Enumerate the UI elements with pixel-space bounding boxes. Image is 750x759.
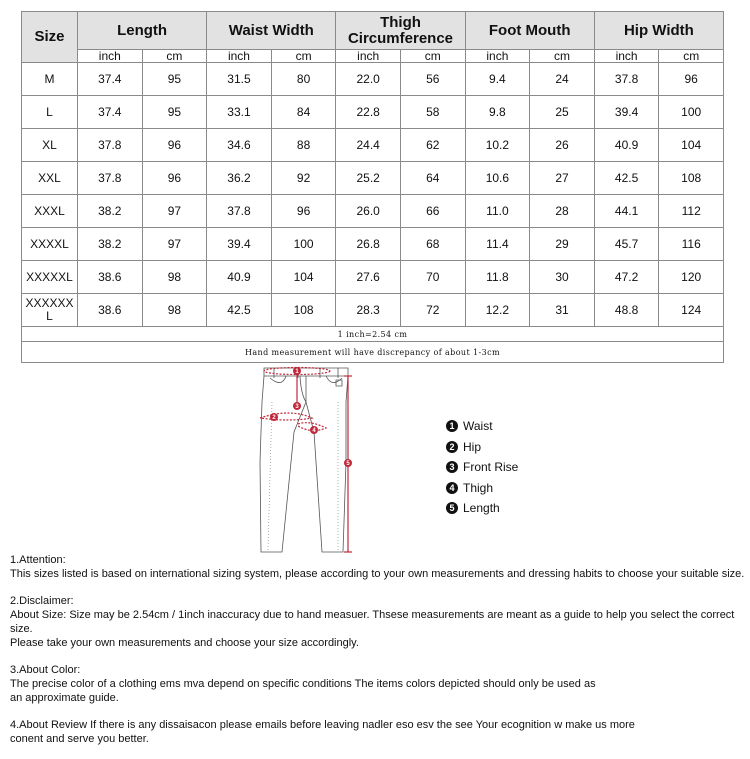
thigh-inch-cell: 24.4: [336, 129, 401, 162]
foot-mouth-cm-cell: 30: [530, 261, 595, 294]
foot-mouth-cm-cell: 29: [530, 228, 595, 261]
waist-inch-cell: 39.4: [207, 228, 272, 261]
note-line: Please take your own measurements and choose your size accordingly.: [10, 637, 359, 649]
length-inch-cell: 37.4: [78, 63, 143, 96]
waist-inch-cell: 42.5: [207, 294, 272, 327]
thigh-inch-cell: 26.8: [336, 228, 401, 261]
foot-mouth-inch-cell: 12.2: [465, 294, 530, 327]
legend-label: Waist: [463, 419, 493, 434]
foot-mouth-inch-cell: 10.6: [465, 162, 530, 195]
waist-cm-cell: 104: [271, 261, 336, 294]
foot-mouth-cm-cell: 24: [530, 63, 595, 96]
note-line: conent and serve you better.: [10, 733, 149, 745]
hip-inch-cell: 39.4: [594, 96, 659, 129]
length-inch-cell: 38.2: [78, 195, 143, 228]
legend-item-front-rise: [446, 457, 518, 478]
unit-inch: inch: [465, 50, 530, 63]
legend-label: Thigh: [463, 480, 494, 495]
marker-3-label: 3: [295, 404, 299, 410]
foot-mouth-cm-cell: 26: [530, 129, 595, 162]
legend-item-length: [446, 498, 518, 519]
hip-inch-cell: 44.1: [594, 195, 659, 228]
note-attention: [10, 553, 745, 581]
table-row: [22, 294, 724, 327]
foot-mouth-inch-cell: 10.2: [465, 129, 530, 162]
waist-cm-cell: 100: [271, 228, 336, 261]
thigh-inch-cell: 25.2: [336, 162, 401, 195]
size-cell: XXXXL: [22, 228, 78, 261]
note-line: 4.About Review If there is any dissaisacon please emails before leaving nadler eso esv the see Your ecognition w make us more: [10, 719, 635, 731]
length-inch-cell: 37.4: [78, 96, 143, 129]
foot-mouth-cm-cell: 28: [530, 195, 595, 228]
foot-mouth-cm-cell: 25: [530, 96, 595, 129]
note-line: This sizes listed is based on international sizing system, please according to your own measurements and dressing habits to choose your suitable size.: [10, 568, 745, 580]
unit-inch: inch: [594, 50, 659, 63]
marker-4-label: 4: [312, 428, 316, 434]
unit-cm: cm: [659, 50, 724, 63]
legend-item-thigh: [446, 478, 518, 499]
thigh-cm-cell: 68: [400, 228, 465, 261]
note-line: About Size: Size may be 2.54cm / 1inch inaccuracy due to hand measuer. Thsese measurements are meant as a guide to help you select the correct size.: [10, 609, 735, 635]
size-line1: XXXXXX: [25, 296, 74, 310]
size-chart-table: [21, 11, 724, 363]
legend-number: 5: [446, 502, 458, 514]
size-cell: XXXL: [22, 195, 78, 228]
thigh-header-line2: Circumference: [347, 29, 454, 47]
waist-width-column-header: Waist Width: [207, 12, 336, 50]
waist-cm-cell: 80: [271, 63, 336, 96]
notes-section: [10, 553, 745, 759]
legend-item-waist: [446, 416, 518, 437]
thigh-cm-cell: 66: [400, 195, 465, 228]
note-line: The precise color of a clothing ems mva depend on specific conditions The items colors depicted should only be used as: [10, 678, 596, 690]
waist-cm-cell: 88: [271, 129, 336, 162]
hip-width-column-header: Hip Width: [594, 12, 723, 50]
legend-label: Front Rise: [463, 460, 519, 475]
length-cm-cell: 95: [142, 96, 207, 129]
foot-mouth-inch-cell: 11.4: [465, 228, 530, 261]
size-line2: L: [46, 309, 53, 323]
waist-inch-cell: 37.8: [207, 195, 272, 228]
size-cell: [22, 294, 78, 327]
waist-inch-cell: 33.1: [207, 96, 272, 129]
thigh-cm-cell: 58: [400, 96, 465, 129]
hip-cm-cell: 124: [659, 294, 724, 327]
length-cm-cell: 96: [142, 129, 207, 162]
discrepancy-row: [22, 342, 724, 363]
legend-number: 3: [446, 461, 458, 473]
length-column-header: Length: [78, 12, 207, 50]
measurement-legend: [446, 416, 518, 519]
unit-cm: cm: [530, 50, 595, 63]
legend-label: Hip: [463, 439, 482, 454]
thigh-column-header: [336, 12, 465, 50]
legend-number: 2: [446, 441, 458, 453]
length-cm-cell: 96: [142, 162, 207, 195]
length-cm-cell: 98: [142, 294, 207, 327]
hip-cm-cell: 100: [659, 96, 724, 129]
unit-cm: cm: [142, 50, 207, 63]
jeans-outline-icon: [250, 362, 370, 557]
waist-cm-cell: 96: [271, 195, 336, 228]
size-cell: XXL: [22, 162, 78, 195]
conversion-row: [22, 327, 724, 342]
note-title: 2.Disclaimer:: [10, 595, 74, 607]
thigh-header-line1: Thigh: [380, 13, 421, 31]
length-cm-cell: 98: [142, 261, 207, 294]
table-row: [22, 63, 724, 96]
thigh-inch-cell: 26.0: [336, 195, 401, 228]
size-cell: L: [22, 96, 78, 129]
waist-cm-cell: 108: [271, 294, 336, 327]
thigh-cm-cell: 64: [400, 162, 465, 195]
header-row: [22, 12, 724, 50]
unit-inch: inch: [336, 50, 401, 63]
foot-mouth-cm-cell: 27: [530, 162, 595, 195]
size-cell: M: [22, 63, 78, 96]
table-row: [22, 195, 724, 228]
hip-inch-cell: 48.8: [594, 294, 659, 327]
hip-inch-cell: 40.9: [594, 129, 659, 162]
hip-cm-cell: 108: [659, 162, 724, 195]
length-inch-cell: 38.6: [78, 261, 143, 294]
table-row: [22, 261, 724, 294]
thigh-inch-cell: 22.8: [336, 96, 401, 129]
thigh-inch-cell: 27.6: [336, 261, 401, 294]
length-inch-cell: 37.8: [78, 129, 143, 162]
table-row: [22, 96, 724, 129]
hip-inch-cell: 45.7: [594, 228, 659, 261]
size-column-header: Size: [22, 12, 78, 63]
note-color: [10, 663, 745, 705]
hip-cm-cell: 120: [659, 261, 724, 294]
foot-mouth-inch-cell: 9.8: [465, 96, 530, 129]
note-disclaimer: [10, 594, 745, 650]
note-title: 1.Attention:: [10, 554, 66, 566]
legend-number: 1: [446, 420, 458, 432]
thigh-cm-cell: 70: [400, 261, 465, 294]
conversion-note: 1 inch=2.54 cm: [22, 327, 724, 342]
hip-cm-cell: 112: [659, 195, 724, 228]
hip-cm-cell: 96: [659, 63, 724, 96]
waist-cm-cell: 92: [271, 162, 336, 195]
discrepancy-note: Hand measurement will have discrepancy of about 1-3cm: [22, 342, 724, 363]
thigh-cm-cell: 62: [400, 129, 465, 162]
legend-number: 4: [446, 482, 458, 494]
unit-inch: inch: [207, 50, 272, 63]
marker-5-label: 5: [346, 461, 350, 467]
marker-1-label: 1: [295, 369, 299, 375]
length-cm-cell: 97: [142, 228, 207, 261]
note-line: an approximate guide.: [10, 692, 119, 704]
hip-cm-cell: 104: [659, 129, 724, 162]
size-cell: XL: [22, 129, 78, 162]
waist-cm-cell: 84: [271, 96, 336, 129]
thigh-inch-cell: 28.3: [336, 294, 401, 327]
hip-cm-cell: 116: [659, 228, 724, 261]
waist-inch-cell: 34.6: [207, 129, 272, 162]
legend-label: Length: [463, 501, 500, 516]
foot-mouth-inch-cell: 9.4: [465, 63, 530, 96]
foot-mouth-column-header: Foot Mouth: [465, 12, 594, 50]
length-inch-cell: 38.6: [78, 294, 143, 327]
thigh-inch-cell: 22.0: [336, 63, 401, 96]
waist-inch-cell: 31.5: [207, 63, 272, 96]
table-row: [22, 129, 724, 162]
size-cell: XXXXXL: [22, 261, 78, 294]
length-inch-cell: 38.2: [78, 228, 143, 261]
unit-cm: cm: [400, 50, 465, 63]
legend-item-hip: [446, 437, 518, 458]
table-row: [22, 162, 724, 195]
unit-inch: inch: [78, 50, 143, 63]
table-row: [22, 228, 724, 261]
note-title: 3.About Color:: [10, 664, 81, 676]
thigh-cm-cell: 56: [400, 63, 465, 96]
foot-mouth-cm-cell: 31: [530, 294, 595, 327]
foot-mouth-inch-cell: 11.0: [465, 195, 530, 228]
waist-inch-cell: 36.2: [207, 162, 272, 195]
waist-inch-cell: 40.9: [207, 261, 272, 294]
length-inch-cell: 37.8: [78, 162, 143, 195]
length-cm-cell: 95: [142, 63, 207, 96]
hip-inch-cell: 42.5: [594, 162, 659, 195]
foot-mouth-inch-cell: 11.8: [465, 261, 530, 294]
hip-inch-cell: 47.2: [594, 261, 659, 294]
hip-inch-cell: 37.8: [594, 63, 659, 96]
note-review: [10, 718, 745, 746]
length-cm-cell: 97: [142, 195, 207, 228]
marker-2-label: 2: [272, 415, 276, 421]
unit-cm: cm: [271, 50, 336, 63]
thigh-cm-cell: 72: [400, 294, 465, 327]
units-row: [22, 50, 724, 63]
